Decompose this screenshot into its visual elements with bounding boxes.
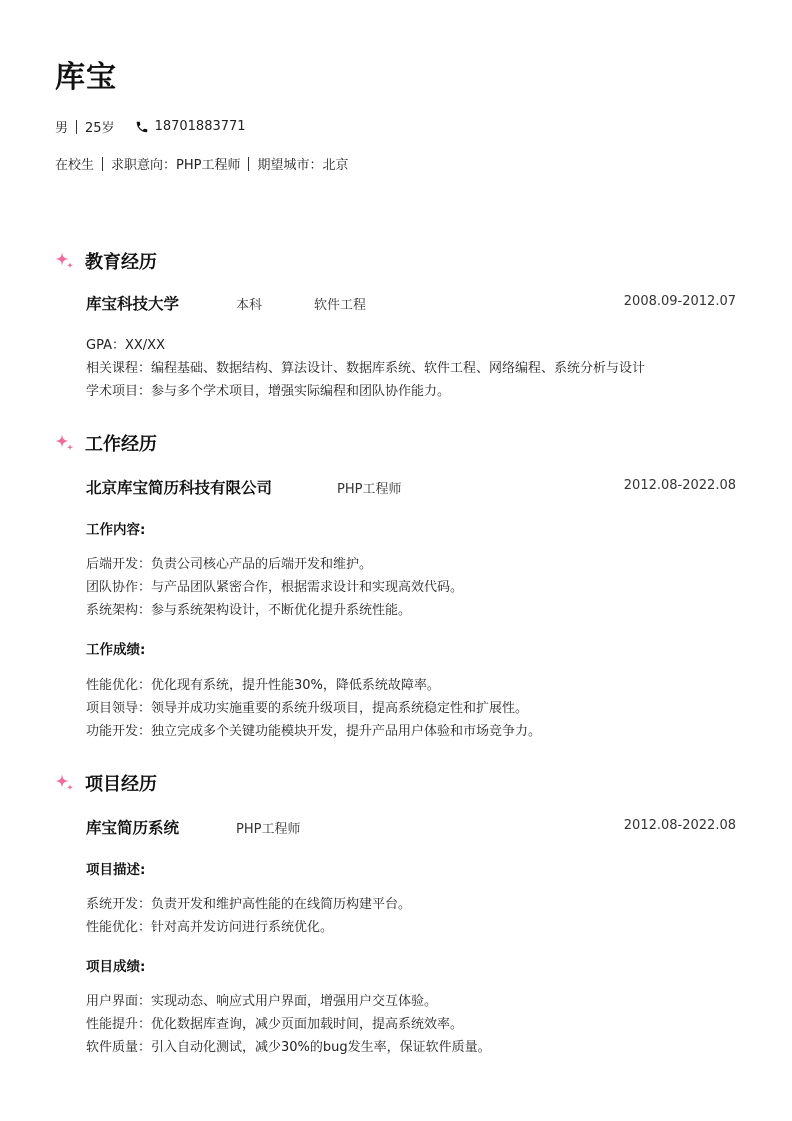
company-name: 北京库宝简历科技有限公司	[86, 479, 273, 497]
education-line: 学术项目：参与多个学术项目，增强实际编程和团队协作能力。	[86, 384, 451, 399]
job-role: PHP工程师	[337, 482, 402, 497]
phone-icon	[135, 120, 149, 134]
work-date: 2012.08-2022.08	[623, 478, 736, 493]
project-role: PHP工程师	[236, 822, 301, 837]
phone-number: 18701883771	[154, 119, 246, 134]
sparkle-icon	[55, 433, 75, 453]
sparkle-icon	[55, 773, 75, 793]
education-line: 相关课程：编程基础、数据结构、算法设计、数据库系统、软件工程、网络编程、系统分析与设计	[86, 361, 646, 376]
major: 软件工程	[314, 298, 367, 313]
divider	[102, 157, 103, 171]
project-achievement-line: 用户界面：实现动态、响应式用户界面，增强用户交互体验。	[86, 994, 438, 1009]
degree: 本科	[236, 298, 263, 313]
age: 25岁	[85, 121, 115, 136]
section-project	[55, 770, 157, 796]
project-achievement-line: 软件质量：引入自动化测试，减少30%的bug发生率，保证软件质量。	[86, 1040, 491, 1055]
project-desc-line: 性能优化：针对高并发访问进行系统优化。	[86, 920, 334, 935]
work-achievement-line: 项目领导：领导并成功实施重要的系统升级项目，提高系统稳定性和扩展性。	[86, 701, 529, 716]
work-achievements-title: 工作成绩:	[86, 642, 146, 658]
expected-city: 期望城市：北京	[257, 158, 349, 173]
section-title: 工作经历	[85, 434, 157, 455]
divider	[248, 157, 249, 171]
project-desc-title: 项目描述:	[86, 862, 146, 878]
work-entry-header	[86, 476, 736, 498]
work-content-title: 工作内容:	[86, 522, 146, 538]
work-content-line: 系统架构：参与系统架构设计，不断优化提升系统性能。	[86, 603, 412, 618]
section-education	[55, 248, 157, 274]
education-entry-header	[86, 292, 736, 314]
section-title: 教育经历	[85, 252, 157, 273]
work-content-line: 后端开发：负责公司核心产品的后端开发和维护。	[86, 557, 373, 572]
project-achievement-line: 性能提升：优化数据库查询，减少页面加载时间，提高系统效率。	[86, 1017, 464, 1032]
project-date: 2012.08-2022.08	[623, 818, 736, 833]
divider	[76, 120, 77, 134]
work-achievement-line: 功能开发：独立完成多个关键功能模块开发，提升产品用户体验和市场竞争力。	[86, 724, 542, 739]
job-intent: 求职意向：PHP工程师	[111, 158, 241, 173]
project-name: 库宝简历系统	[86, 819, 180, 837]
education-date: 2008.09-2012.07	[623, 294, 736, 309]
basic-info-row	[55, 117, 246, 136]
gender: 男	[55, 121, 69, 136]
project-desc-line: 系统开发：负责开发和维护高性能的在线简历构建平台。	[86, 897, 412, 912]
education-line: GPA：XX/XX	[86, 338, 165, 353]
section-work	[55, 430, 157, 456]
work-content-line: 团队协作：与产品团队紧密合作，根据需求设计和实现高效代码。	[86, 580, 464, 595]
work-achievement-line: 性能优化：优化现有系统，提升性能30%，降低系统故障率。	[86, 678, 440, 693]
sparkle-icon	[55, 251, 75, 271]
project-entry-header	[86, 816, 736, 838]
job-info-row	[55, 154, 349, 173]
section-title: 项目经历	[85, 774, 157, 795]
school-name: 库宝科技大学	[86, 295, 180, 313]
project-achievements-title: 项目成绩:	[86, 959, 146, 975]
student-status: 在校生	[55, 158, 95, 173]
candidate-name: 库宝	[55, 60, 117, 95]
